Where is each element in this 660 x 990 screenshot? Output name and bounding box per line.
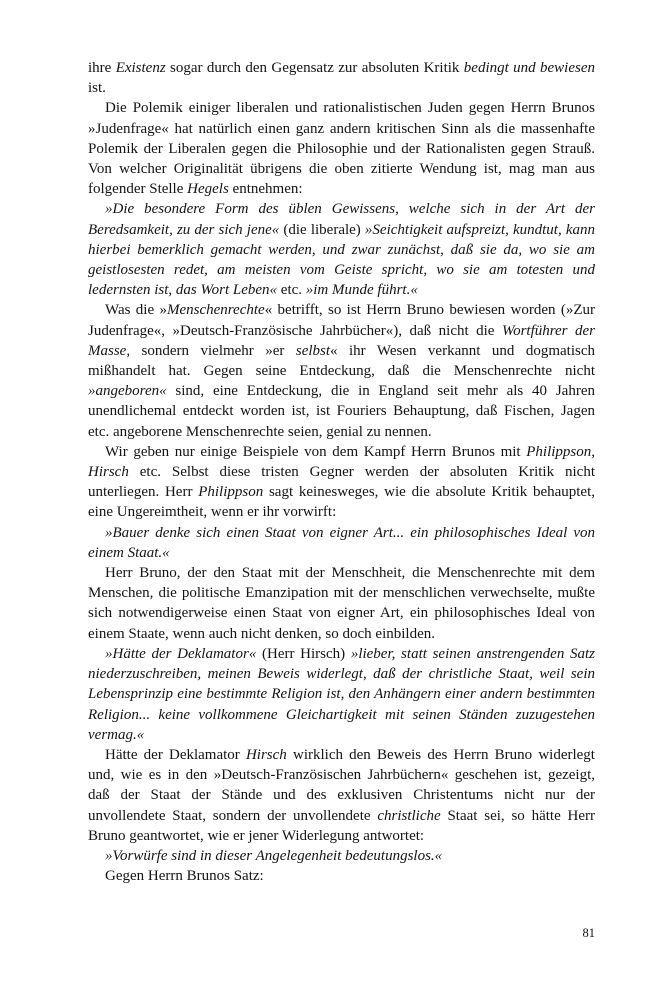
text-run: (Herr Hirsch) bbox=[256, 645, 351, 662]
paragraph bbox=[88, 644, 595, 745]
text-run-italic: christliche bbox=[377, 807, 441, 824]
text-run: Staat sei, so hätte Herr Bruno geantwortet, wie er jener Widerlegung antwortet: bbox=[88, 807, 596, 844]
text-run: (die liberale) bbox=[279, 221, 365, 238]
paragraph bbox=[88, 300, 595, 441]
text-run-italic: »Bauer denke sich einen Staat von eigner Art... ein philosophisches Ideal von einem Staat.« bbox=[88, 524, 595, 561]
text-run-italic: Philippson, Hirsch bbox=[88, 443, 595, 481]
text-run: wirklich den Beweis des Herrn Bruno widerlegt und, wie es in den »Deutsch-Französischen Jahrbüchern« geschehen ist, gezeigt, daß der Staat der Stände und des exklusiven Christentums nicht nur der unvollendete Staat, sondern der unvollendete bbox=[88, 746, 595, 824]
text-run: Gegen Herrn Brunos Satz: bbox=[105, 868, 264, 885]
paragraph bbox=[88, 199, 595, 300]
text-run: sogar durch den Gegensatz zur absoluten Kritik bbox=[165, 60, 464, 76]
paragraph bbox=[88, 563, 595, 644]
paragraph bbox=[88, 442, 595, 523]
text-run: Die Polemik einiger liberalen und rationalistischen Juden gegen Herrn Brunos »Judenfrage« hat natürlich einen ganz andern kritischen Sinn als die massenhafte Polemik der Liberalen gegen die Philosophie und der Rationalisten gegen Strauß. Von welcher Originalität übrigens die oben zitierte Wendung ist, mag man aus folgender Stelle bbox=[88, 100, 595, 198]
paragraph bbox=[88, 846, 595, 866]
text-run: « betrifft, so ist Herrn Bruno bewiesen worden (»Zur Judenfrage«, »Deutsch-Französische Jahrbücher«), daß nicht die bbox=[88, 302, 595, 339]
text-run-italic: Hirsch bbox=[245, 746, 287, 763]
text-run-italic: »im Munde führt.« bbox=[305, 282, 418, 299]
text-run: Herr Bruno, der den Staat mit der Menschheit, die Menschenrechte mit dem Menschen, die politische Emanzipation mit der menschlichen verwechselte, mußte sich notwendigerweise einen Staat von eigner Art, ein philosophisches Ideal von einem Staate, wenn auch nicht denken, so doch einbilden. bbox=[88, 565, 595, 642]
text-run-italic: »Die besondere Form des üblen Gewissens, welche sich in der Art der Beredsamkeit, zu der sich jene« bbox=[88, 201, 595, 238]
text-run-italic: bedingt und bewiesen bbox=[463, 60, 595, 76]
text-run: Wir geben nur einige Beispiele von dem Kampf Herrn Brunos mit bbox=[105, 443, 527, 460]
paragraph bbox=[88, 745, 595, 846]
text-run: Was die » bbox=[105, 302, 167, 319]
paragraph bbox=[88, 523, 595, 563]
text-run-italic: »Hätte der Deklamator« bbox=[105, 645, 257, 662]
page-number: 81 bbox=[582, 926, 595, 940]
text-run-italic: selbst bbox=[295, 342, 331, 359]
text-run-italic: Existenz bbox=[115, 60, 166, 76]
text-run: entnehmen: bbox=[228, 181, 303, 198]
text-run-italic: Menschenrechte bbox=[166, 302, 265, 319]
text-run-italic: Philippson bbox=[198, 484, 264, 501]
text-run-italic: Hegels bbox=[187, 181, 229, 198]
paragraph bbox=[88, 866, 595, 886]
page-text bbox=[88, 58, 595, 886]
text-run-italic: »angeboren« bbox=[88, 383, 167, 400]
text-run: sind, eine Entdeckung, die in England seit mehr als 40 Jahren unendlichemal entdeckt worden ist, ist Fouriers Behauptung, daß Fischen, Jagen etc. angeborene Menschenrechte seien, genial zu nennen. bbox=[88, 383, 595, 440]
text-run: , sondern vielmehr »er bbox=[126, 342, 296, 359]
paragraph bbox=[88, 98, 595, 199]
text-run: etc. Selbst diese tristen Gegner werden der absoluten Kritik nicht unterliegen. Herr bbox=[88, 464, 595, 501]
text-run-italic: »Seichtigkeit aufspreizt, kundtut, kann hierbei bemerklich gemacht werden, und zwar zunächst, daß sie da, wo sie am geistlosesten redet, am meisten vom Geiste spricht, wo sie am totesten und ledernsten ist, das Wort Leben« bbox=[88, 221, 596, 299]
text-run: ist. bbox=[88, 80, 106, 97]
text-run-italic: »Vorwürfe sind in dieser Angelegenheit bedeutungslos.« bbox=[105, 847, 443, 864]
text-run: etc. bbox=[277, 282, 306, 299]
text-run: ihre bbox=[88, 60, 116, 76]
text-run: sagt keinesweges, wie die absolute Kritik behauptet, eine Ungereimtheit, wenn er ihr vorwirft: bbox=[88, 484, 596, 521]
paragraph bbox=[88, 58, 595, 98]
text-run-italic: Wortführer der Masse bbox=[88, 322, 596, 359]
text-run: « ihr Wesen verkannt und dogmatisch mißhandelt hat. Gegen seine Entdeckung, daß die Menschenrechte nicht bbox=[88, 342, 595, 380]
text-run: Hätte der Deklamator bbox=[105, 746, 246, 763]
text-run-italic: »lieber, statt seinen anstrengenden Satz niederzuschreiben, meinen Beweis widerlegt, daß der christliche Staat, weil sein Lebensprinzip eine bestimmte Religion ist, den Anhängern einer andern bestimmten Religion... keine vollkommene Gleichartigkeit mit seinen Ständen zuzugestehen vermag.« bbox=[88, 645, 595, 743]
